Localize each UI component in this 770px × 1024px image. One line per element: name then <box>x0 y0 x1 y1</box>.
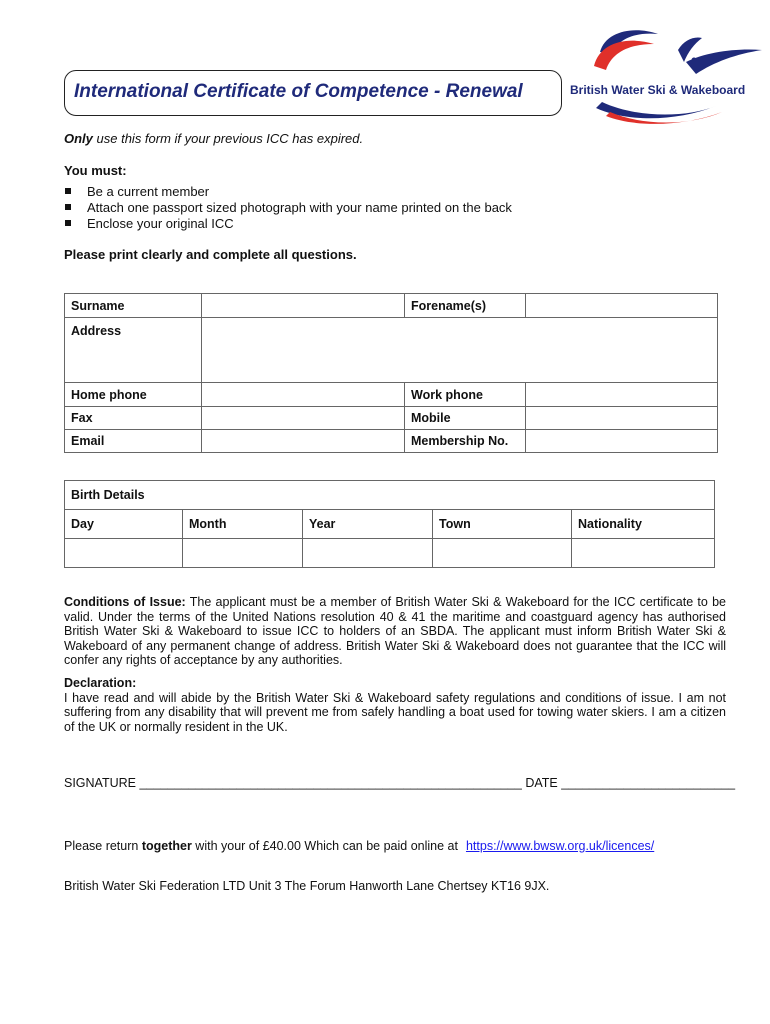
town-label: Town <box>433 510 572 539</box>
nationality-field[interactable] <box>572 539 715 568</box>
print-instruction: Please print clearly and complete all questions. <box>64 247 357 262</box>
bwsw-logo <box>566 22 766 128</box>
work-phone-label: Work phone <box>405 383 526 407</box>
month-label: Month <box>183 510 303 539</box>
signature-line: SIGNATURE _______________________________________________________ DATE _________________________ <box>64 776 736 790</box>
bullet-square-icon <box>65 188 71 194</box>
must-heading: You must: <box>64 163 127 178</box>
address-label: Address <box>65 318 202 383</box>
fax-label: Fax <box>65 407 202 430</box>
email-label: Email <box>65 430 202 453</box>
fax-field[interactable] <box>202 407 405 430</box>
day-field[interactable] <box>65 539 183 568</box>
federation-address: British Water Ski Federation LTD Unit 3 The Forum Hanworth Lane Chertsey KT16 9JX. <box>64 879 550 893</box>
year-label: Year <box>303 510 433 539</box>
licences-link[interactable]: https://www.bwsw.org.uk/licences/ <box>465 839 655 853</box>
month-field[interactable] <box>183 539 303 568</box>
conditions-of-issue: Conditions of Issue: The applicant must be a member of British Water Ski & Wakeboard for the ICC certificate to be valid. Under the terms of the United Nations resolution 40 & 41 the maritime and coastguard agency has authorised British Water Ski & Wakeboard to issue ICC to holders of an SBDA. The applicant must inform British Water Ski & Wakeboard of any permanent change of address. British Water Ski & Wakeboard does not guarantee that the ICC will confer any rights of acceptance by any authorities. <box>64 595 726 667</box>
date-field[interactable]: _________________________ <box>561 776 736 790</box>
nationality-label: Nationality <box>572 510 715 539</box>
logo-text: British Water Ski & Wakeboard <box>570 83 746 97</box>
membership-field[interactable] <box>526 430 718 453</box>
work-phone-field[interactable] <box>526 383 718 407</box>
signature-field[interactable]: _______________________________________________________ <box>139 776 522 790</box>
mobile-field[interactable] <box>526 407 718 430</box>
birth-details-heading: Birth Details <box>65 481 715 510</box>
home-phone-field[interactable] <box>202 383 405 407</box>
email-field[interactable] <box>202 430 405 453</box>
forenames-label: Forename(s) <box>405 294 526 318</box>
mobile-label: Mobile <box>405 407 526 430</box>
day-label: Day <box>65 510 183 539</box>
year-field[interactable] <box>303 539 433 568</box>
forenames-field[interactable] <box>526 294 718 318</box>
declaration: Declaration: I have read and will abide by the British Water Ski & Wakeboard safety regulations and conditions of issue. I am not suffering from any disability that will prevent me from safely handling a boat used for towing water skiers. I am a citizen of the UK or normally resident in the UK. <box>64 676 726 734</box>
address-field[interactable] <box>202 318 718 383</box>
logo-swoosh-icon <box>566 22 766 128</box>
only-note: Only use this form if your previous ICC has expired. <box>64 131 364 146</box>
list-item: Enclose your original ICC <box>64 216 512 232</box>
requirements-list <box>64 184 512 232</box>
town-field[interactable] <box>433 539 572 568</box>
return-instructions: Please return together with your of £40.00 Which can be paid online at https://www.bwsw.org.uk/licences/ <box>64 839 655 853</box>
page-title: International Certificate of Competence - Renewal <box>74 81 523 102</box>
bullet-square-icon <box>65 204 71 210</box>
personal-details-table <box>64 293 718 453</box>
birth-details-table <box>64 480 715 568</box>
surname-field[interactable] <box>202 294 405 318</box>
list-item: Be a current member <box>64 184 512 200</box>
surname-label: Surname <box>65 294 202 318</box>
list-item: Attach one passport sized photograph with your name printed on the back <box>64 200 512 216</box>
bullet-square-icon <box>65 220 71 226</box>
home-phone-label: Home phone <box>65 383 202 407</box>
membership-label: Membership No. <box>405 430 526 453</box>
